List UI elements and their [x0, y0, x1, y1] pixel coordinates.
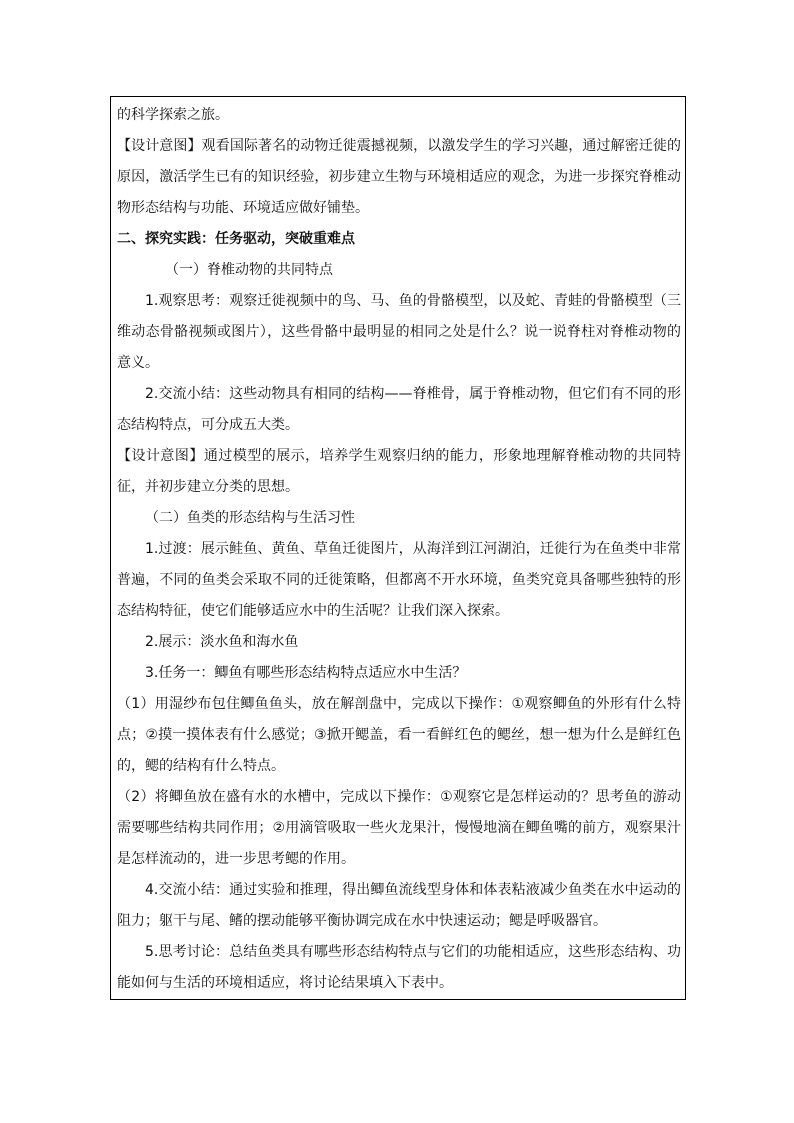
display-paragraph: 2.展示：淡水鱼和海水鱼 [145, 634, 299, 650]
summary-paragraph: 2.交流小结：这些动物具有相同的结构——脊椎骨，属于脊椎动物，但它们有不同的形态结构特点，可分成五大类。 [117, 386, 681, 433]
discussion-paragraph: 5.思考讨论：总结鱼类具有哪些形态结构特点与它们的功能相适应，这些形态结构、功能如何与生活的环境相适应，将讨论结果填入下表中。 [117, 944, 681, 991]
step-two-paragraph: （2）将鲫鱼放在盛有水的水槽中，完成以下操作：①观察它是怎样运动的？思考鱼的游动需要哪些结构共同作用；②用滴管吸取一些火龙果汁，慢慢地滴在鲫鱼嘴的前方，观察果汁是怎样流动的，进一步思考鳃的作用。 [117, 789, 681, 867]
section-heading: 二、探究实践：任务驱动，突破重难点 [117, 231, 355, 247]
subsection-heading-2: （二）鱼类的形态结构与生活习性 [145, 510, 355, 526]
subsection-heading: （一）脊椎动物的共同特点 [165, 262, 333, 278]
observe-think-paragraph: 1.观察思考：观察迁徙视频中的鸟、马、鱼的骨骼模型，以及蛇、青蛙的骨骼模型（三维动态骨骼视频或图片），这些骨骼中最明显的相同之处是什么？说一说脊柱对脊椎动物的意义。 [117, 293, 681, 371]
transition-paragraph: 1.过渡：展示鲑鱼、黄鱼、草鱼迁徙图片，从海洋到江河湖泊，迁徙行为在鱼类中非常普遍，不同的鱼类会采取不同的迁徙策略，但都离不开水环境，鱼类究竟具备哪些独特的形态结构特征，使它们能够适应水中的生活呢？让我们深入探索。 [117, 541, 681, 619]
step-one-paragraph: （1）用湿纱布包住鲫鱼鱼头，放在解剖盘中，完成以下操作：①观察鲫鱼的外形有什么特点；②摸一摸体表有什么感觉；③掀开鳃盖，看一看鲜红色的鳃丝，想一想为什么是鲜红色的，鳃的结构有什么特点。 [117, 696, 681, 774]
design-intent-paragraph-2: 【设计意图】通过模型的展示，培养学生观察归纳的能力，形象地理解脊椎动物的共同特征，并初步建立分类的思想。 [117, 448, 681, 495]
task-one-paragraph: 3.任务一：鲫鱼有哪些形态结构特点适应水中生活？ [145, 665, 467, 681]
paragraph-continuation: 的科学探索之旅。 [117, 107, 229, 123]
design-intent-paragraph: 【设计意图】观看国际著名的动物迁徙震撼视频，以激发学生的学习兴趣，通过解密迁徙的原因，激活学生已有的知识经验，初步建立生物与环境相适应的观念，为进一步探究脊椎动物形态结构与功能、环境适应做好铺垫。 [117, 138, 681, 216]
document-content [117, 100, 681, 999]
conclusion-paragraph: 4.交流小结：通过实验和推理，得出鲫鱼流线型身体和体表粘液减少鱼类在水中运动的阻力；躯干与尾、鳍的摆动能够平衡协调完成在水中快速运动；鳃是呼吸器官。 [117, 882, 681, 929]
